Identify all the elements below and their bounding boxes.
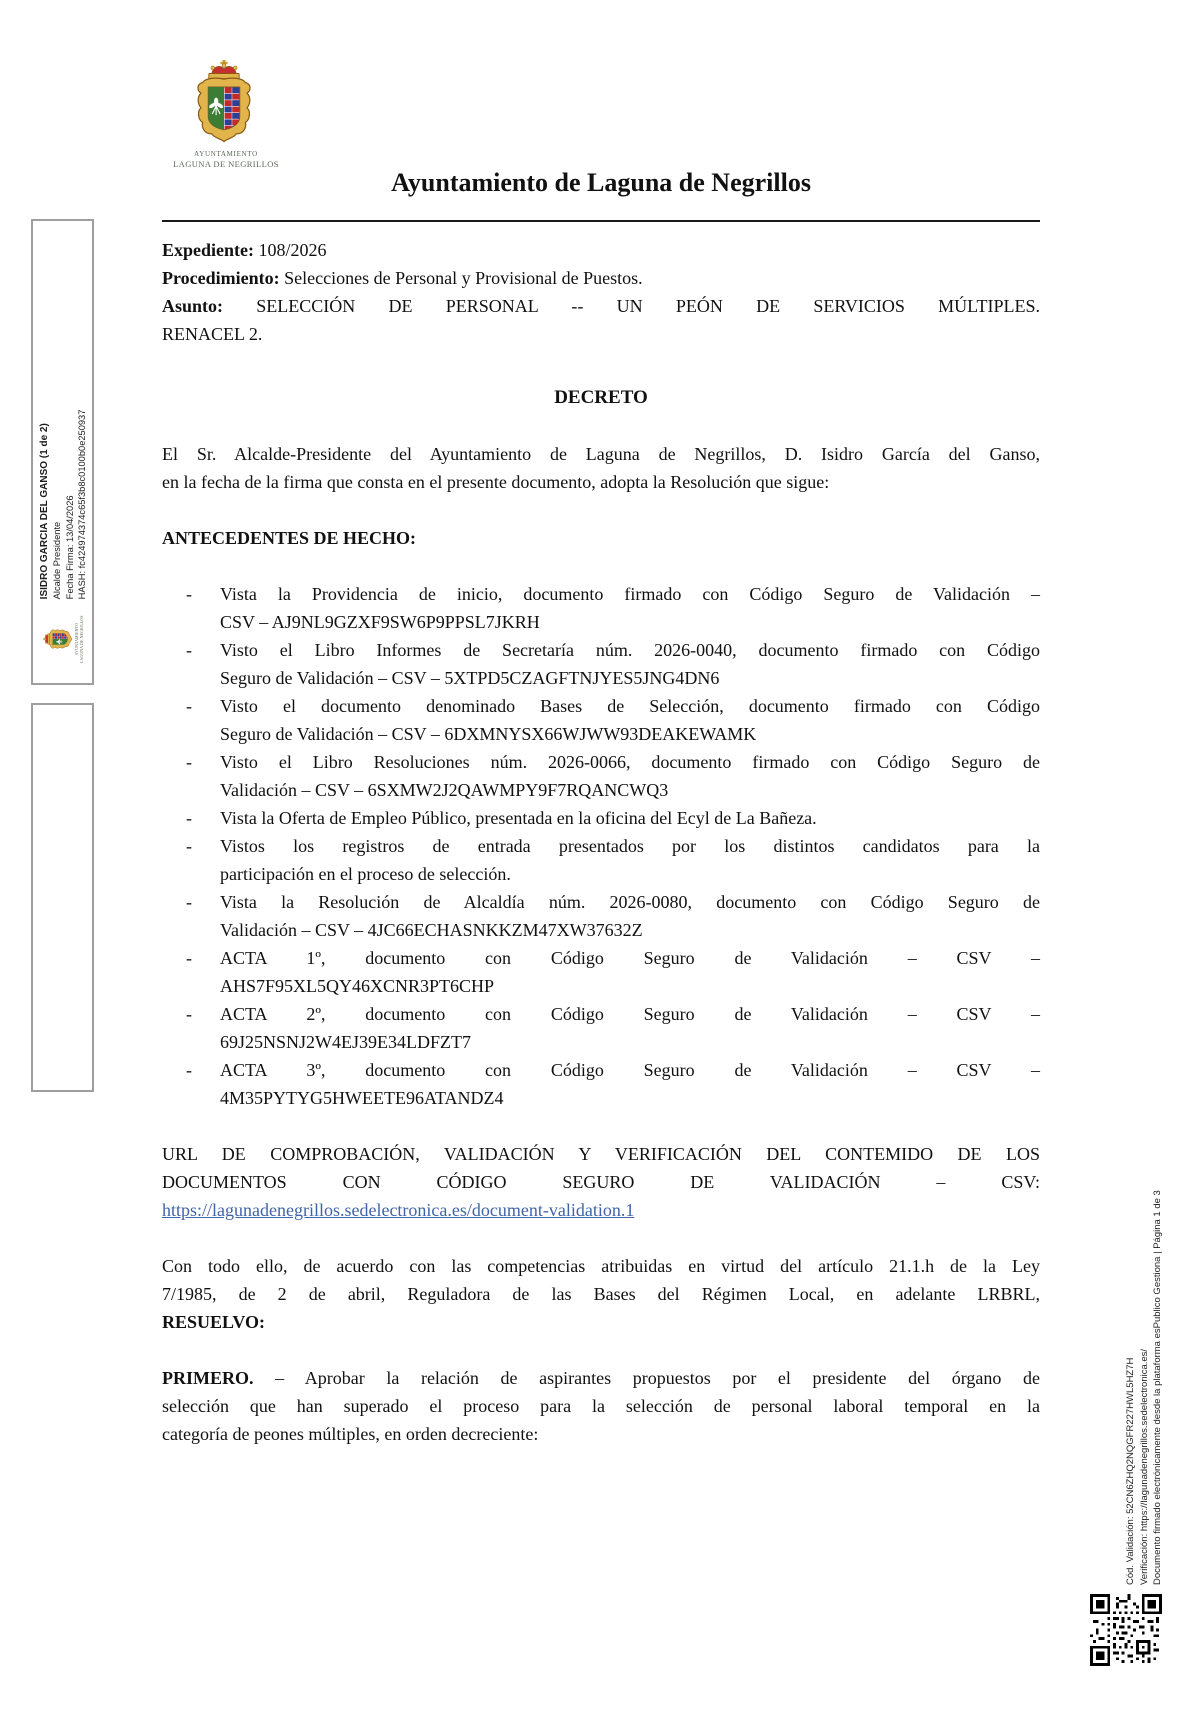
signer-name: ISIDRO GARCIA DEL GANSO (1 de 2) (38, 423, 50, 600)
list-item (162, 832, 1040, 888)
intro-paragraph (162, 440, 1040, 496)
list-dash: - (186, 752, 192, 772)
signature-box-empty (31, 703, 94, 1092)
primero-paragraph (162, 1364, 1040, 1448)
expediente-line (162, 236, 1040, 264)
coat-of-arms-icon (43, 627, 75, 651)
procedimiento-value: Selecciones de Personal y Provisional de Puestos. (284, 268, 643, 288)
text-line: categoría de peones múltiples, en orden decreciente: (162, 1424, 539, 1444)
procedimiento-line (162, 264, 1040, 292)
text-line: Vista la Providencia de inicio, documento firmado con Código Seguro de Validación – (220, 584, 1040, 604)
list-dash: - (186, 1060, 192, 1080)
validation-link[interactable]: https://lagunadenegrillos.sedelectronica.es/document-validation.1 (162, 1200, 635, 1220)
text-line: URL DE COMPROBACIÓN, VALIDACIÓN Y VERIFICACIÓN DEL CONTEMIDO DE LOS (162, 1144, 1040, 1164)
text-line: Vistos los registros de entrada presentados por los distintos candidatos para la (220, 836, 1040, 856)
procedimiento-label: Procedimiento: (162, 268, 280, 288)
list-item (162, 1056, 1040, 1112)
list-item (162, 692, 1040, 748)
asunto-label: Asunto: (162, 296, 224, 316)
decreto-heading: DECRETO (554, 387, 648, 408)
csv-code-line: Validación – CSV – 4JC66ECHASNKKZM47XW37632Z (220, 920, 643, 940)
signature-date: Fecha Firma: 13/04/2026 (64, 495, 75, 600)
primero-text: – Aprobar la relación de aspirantes propuestos por el presidente del órgano de (275, 1368, 1040, 1388)
list-dash: - (186, 640, 192, 660)
signature-logo-caption: AYUNTAMIENTO LAGUNA DE NEGRILLOS (74, 615, 84, 663)
asunto-line-2: RENACEL 2. (162, 324, 263, 344)
verificacion-url: Verificación: https://lagunadenegrillos.sedelectronica.es/ (1138, 1348, 1150, 1585)
text-line: 7/1985, de 2 de abril, Reguladora de las Bases del Régimen Local, en adelante LRBRL, (162, 1284, 1040, 1304)
list-item (162, 636, 1040, 692)
list-dash: - (186, 892, 192, 912)
csv-code-line: Seguro de Validación – CSV – 5XTPD5CZAGFTNJYES5JNG4DN6 (220, 668, 720, 688)
header-rule (162, 220, 1040, 222)
list-item (162, 580, 1040, 636)
signature-coat-of-arms (43, 615, 85, 663)
text-line: El Sr. Alcalde-Presidente del Ayuntamiento de Laguna de Negrillos, D. Isidro García del Ganso, (162, 444, 1040, 464)
text-line: Visto el Libro Resoluciones núm. 2026-0066, documento firmado con Código Seguro de (220, 752, 1040, 772)
text-line: DOCUMENTOS CON CÓDIGO SEGURO DE VALIDACIÓN – CSV: (162, 1172, 1040, 1192)
csv-code-line: Validación – CSV – 6SXMW2J2QAWMPY9F7RQANCWQ3 (220, 780, 669, 800)
antecedentes-list (162, 580, 1040, 1112)
text-line: participación en el proceso de selección. (220, 864, 511, 884)
csv-code-line: Seguro de Validación – CSV – 6DXMNYSX66WJWW93DEAKEWAMK (220, 724, 757, 744)
primero-label: PRIMERO. (162, 1368, 254, 1388)
validation-link-line (162, 1196, 1040, 1224)
list-item (162, 748, 1040, 804)
list-dash: - (186, 696, 192, 716)
list-item (162, 888, 1040, 944)
text-line: selección que han superado el proceso para la selección de personal laboral temporal en la (162, 1396, 1040, 1416)
list-dash: - (186, 836, 192, 856)
text-line: Vista la Oferta de Empleo Público, presentada en la oficina del Ecyl de La Bañeza. (220, 808, 817, 828)
text-line: ACTA 2º, documento con Código Seguro de Validación – CSV – (220, 1004, 1040, 1024)
text-line: en la fecha de la firma que consta en el presente documento, adopta la Resolución que sigue: (162, 472, 830, 492)
list-dash: - (186, 1004, 192, 1024)
list-item (162, 1000, 1040, 1056)
logo-caption: AYUNTAMIENTO LAGUNA DE NEGRILLOS (173, 150, 279, 169)
csv-code-line: 69J25NSNJ2W4EJ39E34LDFZT7 (220, 1032, 471, 1052)
list-item (162, 804, 1040, 832)
text-line: ACTA 1º, documento con Código Seguro de Validación – CSV – (220, 948, 1040, 968)
list-dash: - (186, 584, 192, 604)
asunto-line-1 (162, 292, 1040, 320)
text-line: ACTA 3º, documento con Código Seguro de Validación – CSV – (220, 1060, 1040, 1080)
page-title: Ayuntamiento de Laguna de Negrillos (391, 168, 811, 197)
signature-text (39, 410, 89, 600)
cierre-paragraph (162, 1252, 1040, 1336)
antecedentes-heading: ANTECEDENTES DE HECHO: (162, 528, 417, 548)
qr-code (1090, 1594, 1162, 1666)
signature-hash: HASH: fc424974374c65f3b8c0100b0e250937 (77, 409, 87, 600)
municipality-logo (190, 60, 258, 155)
csv-code-line: AHS7F95XL5QY46XCNR3PT6CHP (220, 976, 495, 996)
document-body (162, 236, 1040, 1448)
signer-role: Alcalde Presidente (52, 521, 62, 600)
signature-block (37, 229, 90, 679)
expediente-value: 108/2026 (258, 240, 327, 260)
text-line: Con todo ello, de acuerdo con las competencias atribuidas en virtud del artículo 21.1.h de la Ley (162, 1256, 1040, 1276)
text-line: Visto el documento denominado Bases de Selección, documento firmado con Código (220, 696, 1040, 716)
resuelvo-heading: RESUELVO: (162, 1312, 266, 1332)
url-paragraph (162, 1140, 1040, 1224)
plataforma-page-info: Documento firmado electrónicamente desde la plataforma esPublico Gestiona | Página 1 de 3 (1152, 1190, 1163, 1585)
text-line (162, 1364, 1040, 1392)
margin-validation-text (1124, 1070, 1166, 1585)
asunto-value: SELECCIÓN DE PERSONAL -- UN PEÓN DE SERVICIOS MÚLTIPLES. (256, 296, 1040, 316)
list-dash: - (186, 948, 192, 968)
csv-code-line: CSV – AJ9NL9GZXF9SW6P9PPSL7JKRH (220, 612, 540, 632)
list-dash: - (186, 808, 192, 828)
list-item (162, 944, 1040, 1000)
expediente-label: Expediente: (162, 240, 254, 260)
csv-code-line: 4M35PYTYG5HWEETE96ATANDZ4 (220, 1088, 504, 1108)
coat-of-arms-icon (190, 60, 258, 150)
text-line: Visto el Libro Informes de Secretaría núm. 2026-0040, documento firmado con Código (220, 640, 1040, 660)
text-line: Vista la Resolución de Alcaldía núm. 2026-0080, documento con Código Seguro de (220, 892, 1040, 912)
cod-validacion: Cód. Validación: 52CN6ZHQ2NQGFR227HWL5HZ7H (1125, 1357, 1136, 1585)
